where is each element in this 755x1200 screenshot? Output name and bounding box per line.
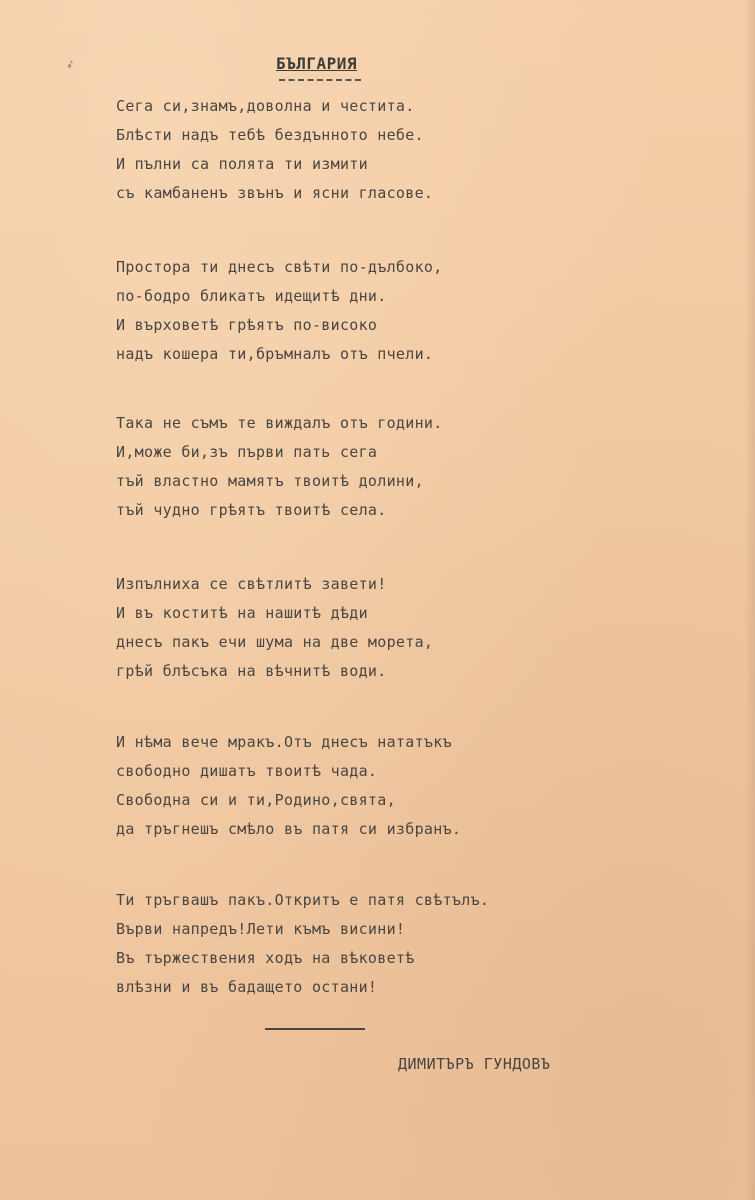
poem-line: надъ кошера ти,бръмналъ отъ пчели. [116, 345, 434, 363]
poem-line: Свободна си и ти,Родино,свята, [116, 791, 396, 809]
poem-line: И пълни са полята ти измити [116, 155, 368, 173]
paper-edge-shadow [745, 0, 755, 1200]
pencil-mark-icon: ➶ [63, 56, 77, 74]
poem-line: И,може би,зъ първи пать сега [116, 443, 378, 461]
poem-line: грѣй блѣсъка на вѣчнитѣ води. [116, 662, 387, 680]
poem-line: Блѣсти надъ тебѣ бездънното небе. [116, 126, 424, 144]
author-signature: ДИМИТЪРЪ ГУНДОВЪ [398, 1055, 551, 1073]
poem-line: Простора ти днесъ свѣти по-дълбоко, [116, 258, 443, 276]
poem-line: свободно дишатъ твоитѣ чада. [116, 762, 378, 780]
stanza-5 [116, 728, 461, 844]
poem-line: И нѣма вече мракъ.Отъ днесъ нататъкъ [116, 733, 452, 751]
title-underline-divider [279, 79, 361, 81]
stanza-3 [116, 409, 443, 525]
poem-line: И въ коститѣ на нашитѣ дѣди [116, 604, 368, 622]
poem-line: Така не съмъ те виждалъ отъ години. [116, 414, 443, 432]
poem-line: тъй властно мамятъ твоитѣ долини, [116, 472, 424, 490]
poem-line: Сега си,знамъ,доволна и честита. [116, 97, 415, 115]
stanza-6 [116, 886, 489, 1002]
poem-line: да тръгнешъ смѣло въ патя си избранъ. [116, 820, 462, 838]
poem-title: БЪЛГАРИЯ [276, 54, 358, 73]
signature-divider [265, 1028, 365, 1030]
poem-line: Ти тръгвашъ пакъ.Откритъ е патя свѣтълъ. [116, 891, 490, 909]
stanza-4 [116, 570, 433, 686]
poem-line: Върви напредъ!Лети къмъ висини! [116, 920, 406, 938]
poem-line: Въ тържествения ходъ на вѣковетѣ [116, 949, 415, 967]
stanza-2 [116, 253, 443, 369]
poem-line: влѣзни и въ бадащето остани! [116, 978, 378, 996]
poem-line: И върховетѣ грѣятъ по-високо [116, 316, 378, 334]
poem-line: съ камбаненъ звънъ и ясни гласове. [116, 184, 434, 202]
poem-line: днесъ пакъ ечи шума на две морета, [116, 633, 434, 651]
poem-line: по-бодро бликатъ идещитѣ дни. [116, 287, 387, 305]
stanza-1 [116, 92, 433, 208]
poem-line: тъй чудно грѣятъ твоитѣ села. [116, 501, 387, 519]
poem-line: Изпълниха се свѣтлитѣ завети! [116, 575, 387, 593]
